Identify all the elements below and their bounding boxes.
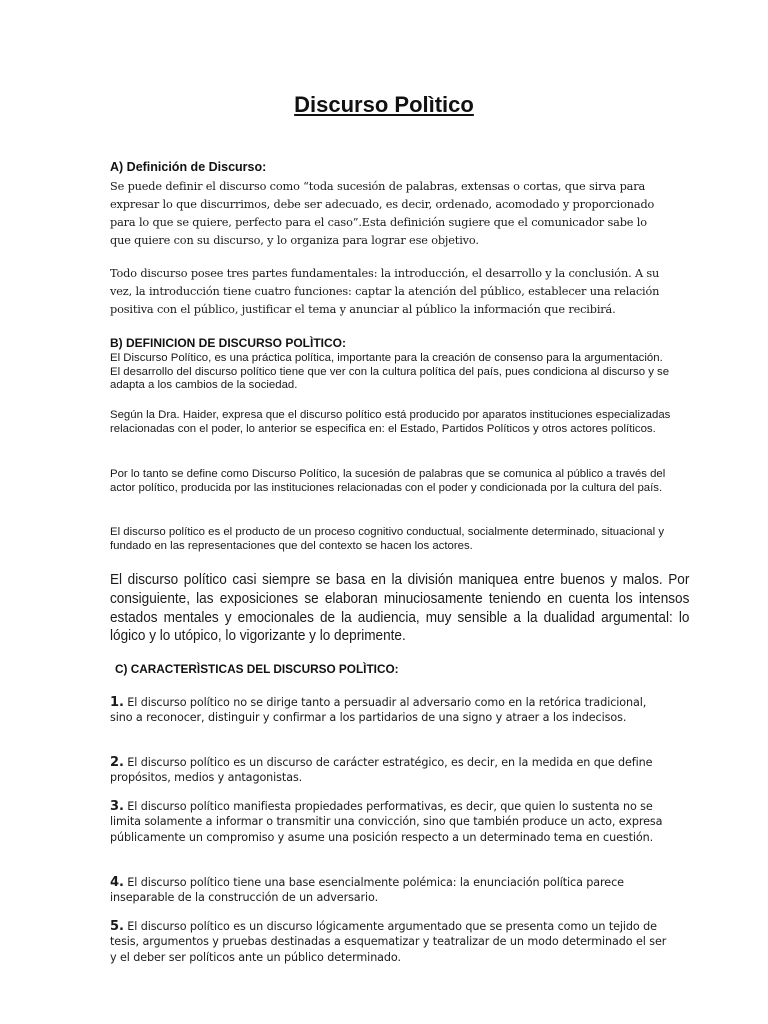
- item-number: 1.: [110, 695, 124, 710]
- characteristic-item: [110, 695, 670, 726]
- section-b-paragraph-1: El Discurso Político, es una práctica política, importante para la creación de consenso para la argumentación. El desarrollo del discurso político tiene que ver con la cultura política del país, pues condiciona al discurso y se adapta a los cambios de la sociedad.: [110, 352, 670, 391]
- section-b-paragraph-3: Por lo tanto se define como Discurso Político, la sucesión de palabras que se comunica al público a través del actor político, producida por las instituciones relacionadas con el poder y condicionada por la cultura del país.: [110, 468, 666, 494]
- item-number: 3.: [110, 799, 124, 814]
- item-text: El discurso político es un discurso de carácter estratégico, es decir, en la medida en que define propósitos, medios y antagonistas.: [110, 756, 653, 785]
- characteristic-item: [110, 799, 670, 845]
- item-number: 5.: [110, 919, 124, 934]
- section-b-heading: B) DEFINICION DE DISCURSO POLÌTICO:: [110, 336, 347, 350]
- item-number: 4.: [110, 875, 124, 890]
- section-a-paragraph-1: Se puede definir el discurso como “toda sucesión de palabras, extensas o cortas, que sirva para expresar lo que discurrimos, debe ser adecuado, es decir, ordenado, acomodado y proporcionado para lo que se quiere, perfecto para el caso”.Esta definición sugiere que el comunicador sabe lo que quiere con su discurso, y lo organiza para lograr ese objetivo.: [110, 180, 655, 247]
- section-b-paragraph-2: Según la Dra. Haider, expresa que el discurso político está producido por aparatos instituciones especializadas relacionadas con el poder, lo anterior se especifica en: el Estado, Partidos Políticos y otros actores políticos.: [110, 409, 671, 435]
- item-text: El discurso político no se dirige tanto a persuadir al adversario como en la retórica tradicional, sino a reconocer, distinguir y confirmar a los partidarios de una signo y atraer a los indecisos.: [110, 696, 647, 725]
- section-c-heading: C) CARACTERÌSTICAS DEL DISCURSO POLÌTICO:: [115, 662, 399, 676]
- section-b-paragraph-5: El discurso político casi siempre se basa en la división maniquea entre buenos y malos. Por consiguiente, las exposiciones se elaboran minuciosamente teniendo en cuenta los intensos estados mentales y emocionales de la audiencia, muy sensible a la dualidad argumental: lo lógico y lo utópico, lo vigorizante y lo deprimente.: [110, 572, 690, 645]
- section-a-heading: A) Definición de Discurso:: [110, 160, 267, 174]
- characteristic-item: [110, 919, 670, 965]
- section-a-paragraph-2: Todo discurso posee tres partes fundamentales: la introducción, el desarrollo y la conclusión. A su vez, la introducción tiene cuatro funciones: captar la atención del público, establecer una relación positiva con el público, justificar el tema y anunciar al público la información que recibirá.: [110, 267, 660, 316]
- characteristic-item: [110, 755, 670, 786]
- section-b-paragraph-4: El discurso político es el producto de un proceso cognitivo conductual, socialmente determinado, situacional y fundado en las representaciones que del contexto se hacen los actores.: [110, 526, 665, 552]
- characteristic-item: [110, 875, 670, 906]
- item-text: El discurso político tiene una base esencialmente polémica: la enunciación política parece inseparable de la construcción de un adversario.: [110, 876, 624, 905]
- item-number: 2.: [110, 755, 124, 770]
- item-text: El discurso político manifiesta propiedades performativas, es decir, que quien lo sustenta no se limita solamente a informar o transmitir una convicción, sino que también produce un acto, expresa públicamente un compromiso y asume una posición respecto a un determinado tema en cuestión.: [110, 800, 663, 844]
- item-text: El discurso político es un discurso lógicamente argumentado que se presenta como un tejido de tesis, argumentos y pruebas destinadas a esquematizar y teatralizar de un modo determinado el ser y el deber ser políticos ante un público determinado.: [110, 920, 667, 964]
- page-title: Discurso Polìtico: [294, 92, 474, 117]
